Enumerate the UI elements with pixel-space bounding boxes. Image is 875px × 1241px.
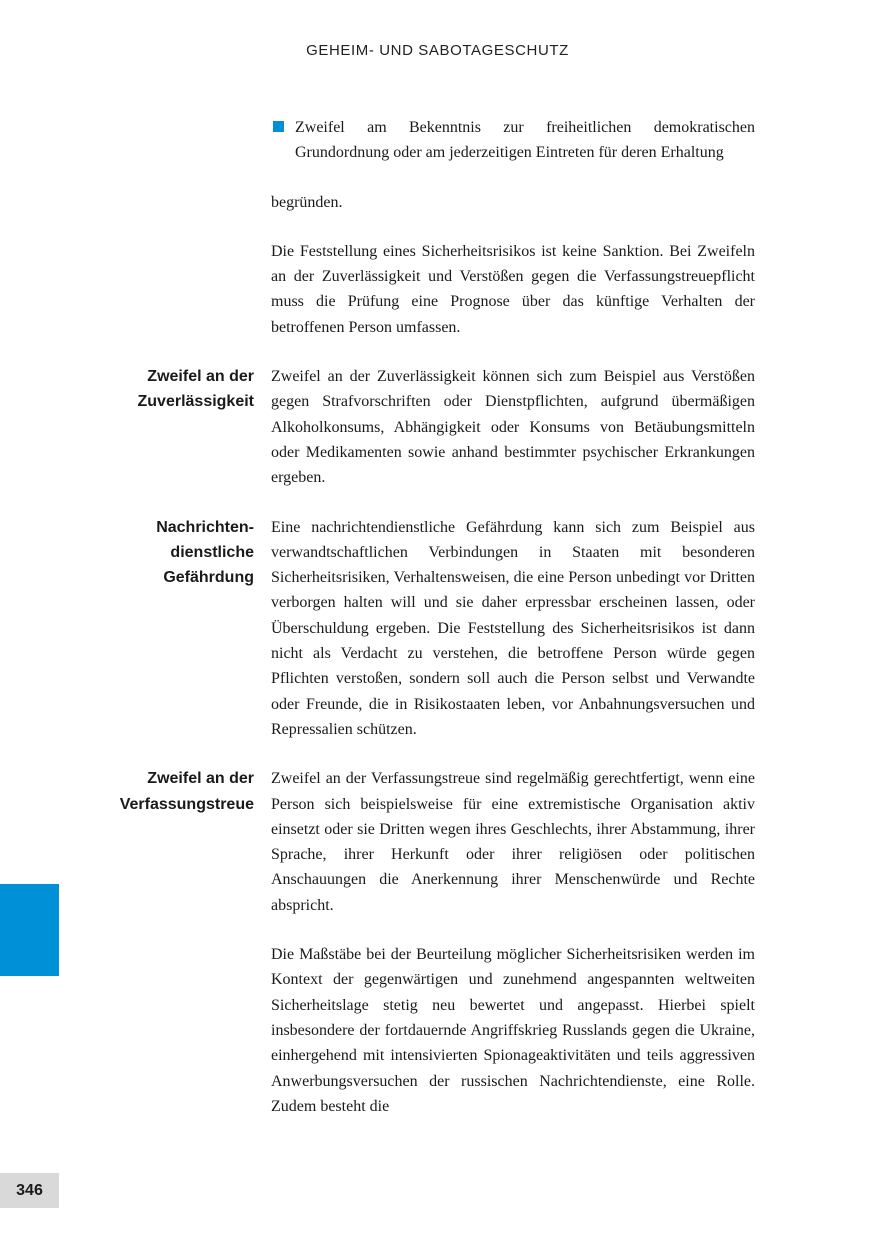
list-item xyxy=(295,115,755,166)
margin-heading-reliability xyxy=(60,364,254,415)
chapter-tab-marker xyxy=(0,884,59,976)
page-body xyxy=(0,115,875,1143)
margin-heading-line: Zweifel an der xyxy=(147,368,254,386)
paragraph: Eine nachrichtendienstliche Gefährdung kann sich zum Beispiel aus verwandtschaftlichen Verbindungen in Staaten mit besonderen Sicherheitsrisiken, Verhaltensweisen, die eine Person unbedingt vor Dritten verborgen halten will und sie daher erpressbar erscheinen lassen, oder Überschuldung ergeben. Die Feststellung des Sicherheitsrisikos ist dann nicht als Verdacht zu verstehen, die betroffene Person würde gegen Pflichten verstoßen, sondern soll auch die Person selbst und Verwandte oder Freunde, die in Risikostaaten leben, vor Anbahnungsversuchen und Repressalien schützen. xyxy=(271,518,755,738)
paragraph: Zweifel an der Zuverlässigkeit können sich zum Beispiel aus Verstößen gegen Strafvorschriften oder Dienstpflichten, aufgrund übermäßigen Alkoholkonsums, Abhängigkeit oder Konsums von Betäubungsmitteln oder Medikamenten sowie anhand bestimmter psychischer Erkrankungen ergeben. xyxy=(271,368,755,487)
margin-heading-line: Gefährdung xyxy=(163,569,254,587)
paragraph-block-2 xyxy=(0,239,875,340)
margin-heading-line: Zweifel an der xyxy=(147,770,254,788)
section-constitution xyxy=(0,766,875,918)
paragraph: begründen. xyxy=(271,193,343,211)
margin-heading-line: Zuverlässigkeit xyxy=(137,393,254,411)
section-reliability xyxy=(0,364,875,490)
margin-heading-line: dienstliche xyxy=(170,543,254,561)
margin-heading-line: Verfassungstreue xyxy=(119,795,254,813)
section-intelligence xyxy=(0,515,875,743)
bullet-block xyxy=(0,115,875,166)
paragraph: Die Maßstäbe bei der Beurteilung möglicher Sicherheitsrisiken werden im Kontext der gegenwärtigen und zunehmend angespannten weltweiten Sicherheitslage stetig neu bewertet und angepasst. Hierbei spielt insbesondere der fortdauernde Angriffskrieg Russlands gegen die Ukraine, einhergehend mit intensivierten Spionageaktivitäten und teils aggressiven Anwerbungsversuchen der russischen Nachrichtendienste, eine Rolle. Zudem besteht die xyxy=(271,946,755,1115)
page-number: 346 xyxy=(0,1173,59,1208)
bullet-text: Zweifel am Bekenntnis zur freiheitlichen demokratischen Grundordnung oder am jederzeitigen Eintreten für deren Erhaltung xyxy=(295,119,755,162)
paragraph: Zweifel an der Verfassungstreue sind regelmäßig gerechtfertigt, wenn eine Person sich beispielsweise für eine extremistische Organisation aktiv einsetzt oder sie Dritten wegen ihres Geschlechts, ihrer Abstammung, ihrer Sprache, ihrer Herkunft oder ihrer religiösen oder politischen Anschauungen die Anerkennung ihrer Menschenwürde und Rechte abspricht. xyxy=(271,770,755,914)
paragraph: Die Feststellung eines Sicherheitsrisikos ist keine Sanktion. Bei Zweifeln an der Zuverlässigkeit und Verstößen gegen die Verfassungstreuepflicht muss die Prüfung eine Prognose über das künftige Verhalten der betroffenen Person umfassen. xyxy=(271,242,755,336)
paragraph-block-1 xyxy=(0,190,875,215)
paragraph-block-6 xyxy=(0,942,875,1119)
running-header: GEHEIM- UND SABOTAGESCHUTZ xyxy=(306,42,569,59)
margin-heading-line: Nachrichten- xyxy=(156,518,254,536)
square-bullet-icon xyxy=(273,121,284,132)
margin-heading-intelligence xyxy=(60,515,254,591)
margin-heading-constitution xyxy=(60,766,254,817)
